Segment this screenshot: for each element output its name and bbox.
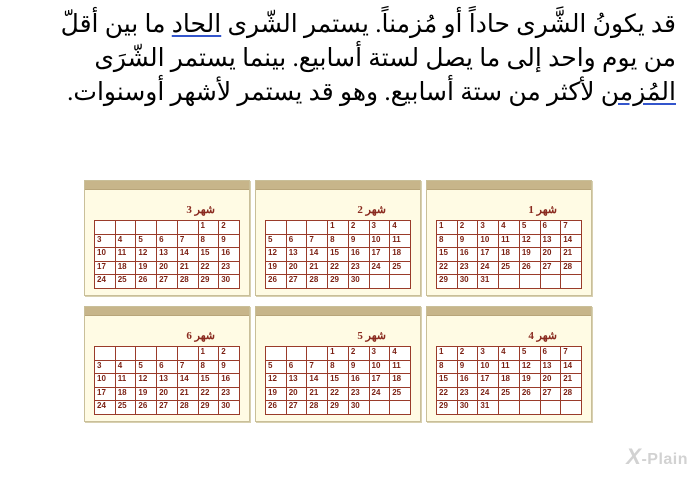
week-row — [437, 275, 582, 289]
day-cell: 16 — [457, 248, 478, 262]
day-cell: 19 — [519, 374, 540, 388]
day-cell: 17 — [369, 248, 390, 262]
week-row — [437, 401, 582, 415]
day-cell: 3 — [95, 360, 116, 374]
day-cell: 28 — [177, 275, 198, 289]
day-cell: 13 — [157, 248, 178, 262]
week-row — [95, 261, 240, 275]
week-row — [437, 221, 582, 235]
day-cell: 13 — [286, 374, 307, 388]
day-cell: 30 — [219, 275, 240, 289]
day-cell: 19 — [266, 387, 287, 401]
day-cell: 16 — [348, 374, 369, 388]
day-cell: 2 — [457, 347, 478, 361]
day-cell: 25 — [115, 401, 136, 415]
day-cell: 15 — [437, 248, 458, 262]
day-cell: 8 — [328, 234, 349, 248]
day-cell: 4 — [390, 221, 411, 235]
day-cell: 4 — [499, 221, 520, 235]
card-header-bar — [256, 307, 420, 316]
day-cell: 20 — [540, 374, 561, 388]
day-cell: 9 — [348, 360, 369, 374]
day-cell: 21 — [307, 387, 328, 401]
day-cell: 27 — [540, 261, 561, 275]
week-row — [95, 234, 240, 248]
day-cell: 12 — [519, 360, 540, 374]
day-cell: 29 — [328, 401, 349, 415]
week-row — [437, 374, 582, 388]
day-cell: 20 — [157, 261, 178, 275]
day-cell — [369, 275, 390, 289]
day-cell: 16 — [457, 374, 478, 388]
day-cell: 16 — [219, 248, 240, 262]
day-cell: 8 — [437, 234, 458, 248]
month-calendar-table — [94, 346, 240, 415]
week-row — [266, 347, 411, 361]
day-cell: 11 — [499, 234, 520, 248]
day-cell — [95, 221, 116, 235]
day-cell: 14 — [177, 248, 198, 262]
day-cell: 17 — [95, 387, 116, 401]
month-title: شهر 4 — [528, 330, 557, 342]
day-cell: 12 — [136, 248, 157, 262]
day-cell: 29 — [198, 275, 219, 289]
day-cell: 24 — [478, 387, 499, 401]
day-cell: 4 — [115, 234, 136, 248]
day-cell: 10 — [478, 360, 499, 374]
month-card-6 — [84, 306, 250, 422]
day-cell: 3 — [369, 347, 390, 361]
day-cell — [307, 221, 328, 235]
week-row — [266, 234, 411, 248]
day-cell: 11 — [115, 374, 136, 388]
day-cell: 13 — [540, 234, 561, 248]
day-cell — [115, 347, 136, 361]
day-cell: 11 — [390, 360, 411, 374]
day-cell: 7 — [177, 360, 198, 374]
day-cell: 20 — [157, 387, 178, 401]
day-cell — [177, 221, 198, 235]
month-title: شهر 2 — [357, 204, 386, 216]
day-cell: 12 — [136, 374, 157, 388]
day-cell: 14 — [561, 234, 582, 248]
month-card-1 — [426, 180, 592, 296]
day-cell: 28 — [177, 401, 198, 415]
day-cell: 15 — [328, 374, 349, 388]
day-cell: 2 — [348, 221, 369, 235]
day-cell: 13 — [540, 360, 561, 374]
week-row — [266, 261, 411, 275]
day-cell: 4 — [499, 347, 520, 361]
day-cell: 28 — [561, 261, 582, 275]
month-card-2 — [255, 180, 421, 296]
week-row — [266, 387, 411, 401]
day-cell: 14 — [177, 374, 198, 388]
day-cell: 4 — [115, 360, 136, 374]
week-row — [95, 248, 240, 262]
paragraph-text-2: ما بين أقلّ من يوم واحد إلى ما يصل لستة أسابيع. بينما يستمر الشّرَى — [60, 11, 676, 72]
day-cell: 8 — [198, 234, 219, 248]
day-cell — [540, 401, 561, 415]
day-cell: 24 — [95, 401, 116, 415]
day-cell — [266, 347, 287, 361]
day-cell: 21 — [177, 261, 198, 275]
day-cell: 26 — [266, 275, 287, 289]
day-cell — [369, 401, 390, 415]
day-cell — [561, 401, 582, 415]
day-cell: 17 — [478, 248, 499, 262]
day-cell: 9 — [348, 234, 369, 248]
week-row — [95, 221, 240, 235]
day-cell: 8 — [328, 360, 349, 374]
day-cell: 19 — [136, 261, 157, 275]
day-cell: 15 — [437, 374, 458, 388]
day-cell: 18 — [390, 374, 411, 388]
day-cell — [519, 401, 540, 415]
day-cell: 18 — [115, 387, 136, 401]
day-cell: 2 — [219, 221, 240, 235]
day-cell — [390, 401, 411, 415]
day-cell: 30 — [457, 275, 478, 289]
day-cell — [519, 275, 540, 289]
day-cell: 23 — [348, 261, 369, 275]
day-cell: 26 — [136, 275, 157, 289]
day-cell: 6 — [540, 347, 561, 361]
month-title: شهر 5 — [357, 330, 386, 342]
day-cell: 12 — [266, 374, 287, 388]
day-cell: 11 — [390, 234, 411, 248]
day-cell: 3 — [478, 347, 499, 361]
day-cell — [95, 347, 116, 361]
week-row — [95, 401, 240, 415]
day-cell: 13 — [286, 248, 307, 262]
day-cell: 21 — [177, 387, 198, 401]
week-row — [437, 248, 582, 262]
day-cell: 1 — [328, 221, 349, 235]
week-row — [95, 275, 240, 289]
day-cell: 25 — [390, 261, 411, 275]
week-row — [266, 360, 411, 374]
day-cell: 16 — [348, 248, 369, 262]
day-cell: 15 — [328, 248, 349, 262]
day-cell: 9 — [219, 234, 240, 248]
day-cell — [286, 347, 307, 361]
day-cell: 5 — [136, 234, 157, 248]
day-cell: 19 — [266, 261, 287, 275]
day-cell — [307, 347, 328, 361]
day-cell: 1 — [437, 221, 458, 235]
week-row — [95, 387, 240, 401]
day-cell: 20 — [286, 261, 307, 275]
day-cell: 5 — [266, 360, 287, 374]
day-cell: 10 — [369, 360, 390, 374]
day-cell: 30 — [348, 275, 369, 289]
week-row — [266, 248, 411, 262]
day-cell: 22 — [328, 387, 349, 401]
day-cell: 17 — [478, 374, 499, 388]
day-cell: 7 — [307, 234, 328, 248]
day-cell — [499, 275, 520, 289]
day-cell: 10 — [95, 248, 116, 262]
day-cell: 19 — [136, 387, 157, 401]
day-cell: 24 — [369, 261, 390, 275]
day-cell: 12 — [519, 234, 540, 248]
day-cell: 16 — [219, 374, 240, 388]
card-header-bar — [85, 307, 249, 316]
day-cell: 28 — [561, 387, 582, 401]
day-cell — [115, 221, 136, 235]
day-cell: 15 — [198, 374, 219, 388]
day-cell: 19 — [519, 248, 540, 262]
day-cell: 6 — [157, 234, 178, 248]
week-row — [266, 374, 411, 388]
day-cell: 26 — [136, 401, 157, 415]
day-cell: 23 — [219, 261, 240, 275]
month-title: شهر 6 — [186, 330, 215, 342]
day-cell: 14 — [307, 374, 328, 388]
week-row — [266, 401, 411, 415]
day-cell: 17 — [369, 374, 390, 388]
day-cell: 10 — [478, 234, 499, 248]
month-calendar-table — [265, 346, 411, 415]
day-cell — [266, 221, 287, 235]
day-cell: 26 — [519, 387, 540, 401]
day-cell: 5 — [136, 360, 157, 374]
day-cell: 22 — [437, 261, 458, 275]
month-card-3 — [84, 180, 250, 296]
day-cell — [157, 347, 178, 361]
month-calendar-table — [94, 220, 240, 289]
month-calendar-table — [265, 220, 411, 289]
month-title: شهر 3 — [186, 204, 215, 216]
week-row — [266, 221, 411, 235]
day-cell: 14 — [561, 360, 582, 374]
day-cell — [286, 221, 307, 235]
day-cell — [390, 275, 411, 289]
day-cell: 5 — [266, 234, 287, 248]
day-cell: 5 — [519, 221, 540, 235]
day-cell: 30 — [457, 401, 478, 415]
month-calendar-table — [436, 220, 582, 289]
day-cell: 23 — [348, 387, 369, 401]
day-cell: 6 — [286, 234, 307, 248]
day-cell: 18 — [499, 374, 520, 388]
day-cell: 7 — [561, 221, 582, 235]
day-cell: 22 — [198, 261, 219, 275]
day-cell: 4 — [390, 347, 411, 361]
day-cell — [157, 221, 178, 235]
day-cell: 10 — [95, 374, 116, 388]
week-row — [95, 347, 240, 361]
day-cell: 27 — [286, 401, 307, 415]
day-cell: 10 — [369, 234, 390, 248]
day-cell: 25 — [499, 261, 520, 275]
day-cell: 24 — [478, 261, 499, 275]
day-cell: 31 — [478, 275, 499, 289]
week-row — [95, 374, 240, 388]
month-title: شهر 1 — [528, 204, 557, 216]
day-cell — [136, 221, 157, 235]
day-cell: 6 — [157, 360, 178, 374]
card-header-bar — [256, 181, 420, 190]
week-row — [266, 275, 411, 289]
day-cell: 1 — [198, 347, 219, 361]
day-cell: 7 — [307, 360, 328, 374]
day-cell: 23 — [457, 261, 478, 275]
month-calendar-table — [436, 346, 582, 415]
day-cell: 29 — [198, 401, 219, 415]
day-cell: 3 — [369, 221, 390, 235]
day-cell: 18 — [390, 248, 411, 262]
card-header-bar — [427, 307, 591, 316]
paragraph-text-3: لأكثر من ستة أسابيع. وهو قد يستمر لأشهر أوسنوات. — [67, 79, 601, 106]
week-row — [95, 360, 240, 374]
day-cell: 9 — [457, 360, 478, 374]
day-cell: 14 — [307, 248, 328, 262]
week-row — [437, 347, 582, 361]
day-cell: 28 — [307, 275, 328, 289]
week-row — [437, 360, 582, 374]
day-cell — [136, 347, 157, 361]
day-cell: 1 — [328, 347, 349, 361]
day-cell: 30 — [219, 401, 240, 415]
day-cell: 12 — [266, 248, 287, 262]
day-cell: 29 — [437, 275, 458, 289]
day-cell — [540, 275, 561, 289]
day-cell: 1 — [198, 221, 219, 235]
day-cell: 29 — [328, 275, 349, 289]
body-paragraph — [28, 8, 676, 110]
day-cell: 25 — [390, 387, 411, 401]
day-cell — [561, 275, 582, 289]
day-cell — [499, 401, 520, 415]
day-cell: 5 — [519, 347, 540, 361]
day-cell — [177, 347, 198, 361]
day-cell: 18 — [499, 248, 520, 262]
month-card-5 — [255, 306, 421, 422]
day-cell: 20 — [286, 387, 307, 401]
month-card-4 — [426, 306, 592, 422]
day-cell: 23 — [219, 387, 240, 401]
day-cell: 20 — [540, 248, 561, 262]
day-cell: 3 — [95, 234, 116, 248]
week-row — [437, 387, 582, 401]
day-cell: 30 — [348, 401, 369, 415]
day-cell: 2 — [348, 347, 369, 361]
day-cell: 29 — [437, 401, 458, 415]
day-cell: 24 — [95, 275, 116, 289]
day-cell: 15 — [198, 248, 219, 262]
card-header-bar — [427, 181, 591, 190]
day-cell: 6 — [286, 360, 307, 374]
day-cell: 8 — [198, 360, 219, 374]
day-cell: 18 — [115, 261, 136, 275]
day-cell: 22 — [328, 261, 349, 275]
day-cell: 9 — [219, 360, 240, 374]
day-cell: 21 — [307, 261, 328, 275]
day-cell: 6 — [540, 221, 561, 235]
day-cell: 27 — [286, 275, 307, 289]
day-cell: 1 — [437, 347, 458, 361]
day-cell: 25 — [499, 387, 520, 401]
day-cell: 8 — [437, 360, 458, 374]
day-cell: 11 — [115, 248, 136, 262]
day-cell: 27 — [540, 387, 561, 401]
day-cell: 21 — [561, 374, 582, 388]
term-acute-link[interactable]: الحاد — [171, 11, 222, 38]
week-row — [437, 234, 582, 248]
day-cell: 22 — [198, 387, 219, 401]
day-cell: 9 — [457, 234, 478, 248]
day-cell: 21 — [561, 248, 582, 262]
day-cell: 26 — [266, 401, 287, 415]
xplain-logo: X-Plain — [626, 444, 688, 469]
day-cell: 11 — [499, 360, 520, 374]
day-cell: 24 — [369, 387, 390, 401]
day-cell: 7 — [561, 347, 582, 361]
day-cell: 27 — [157, 275, 178, 289]
day-cell: 13 — [157, 374, 178, 388]
day-cell: 27 — [157, 401, 178, 415]
day-cell: 17 — [95, 261, 116, 275]
week-row — [437, 261, 582, 275]
day-cell: 7 — [177, 234, 198, 248]
day-cell: 23 — [457, 387, 478, 401]
paragraph-text-1: قد يكونُ الشَّرى حاداً أو مُزمناً. يستمر الشّرى — [221, 11, 676, 38]
day-cell: 22 — [437, 387, 458, 401]
term-chronic-link[interactable]: المُزمن — [600, 79, 676, 106]
day-cell: 28 — [307, 401, 328, 415]
day-cell: 25 — [115, 275, 136, 289]
day-cell: 2 — [219, 347, 240, 361]
day-cell: 26 — [519, 261, 540, 275]
day-cell: 2 — [457, 221, 478, 235]
day-cell: 3 — [478, 221, 499, 235]
day-cell: 31 — [478, 401, 499, 415]
card-header-bar — [85, 181, 249, 190]
